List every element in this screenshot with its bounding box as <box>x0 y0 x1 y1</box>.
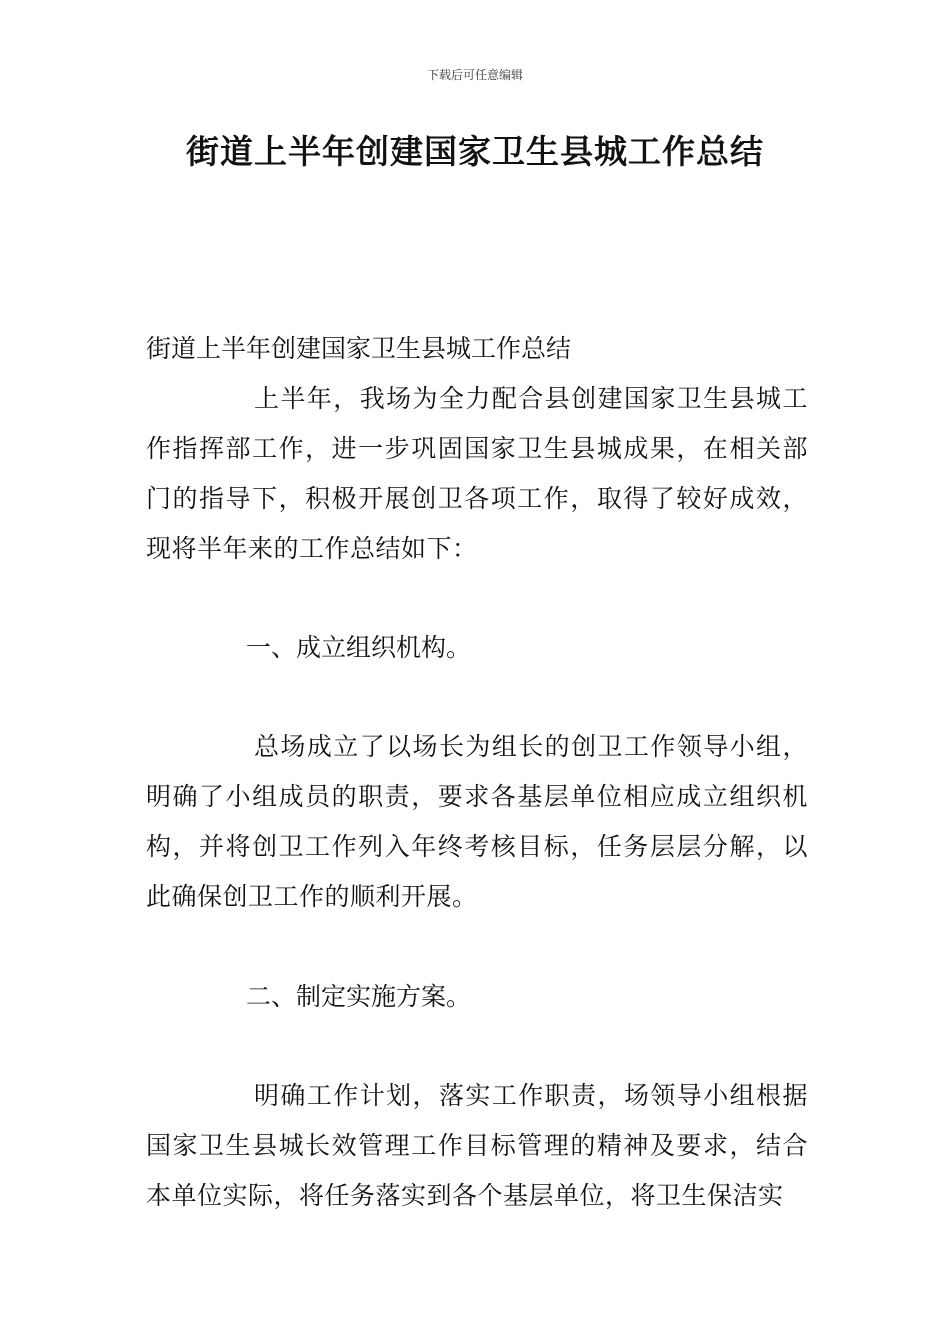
section-heading-1: 一、成立组织机构。 <box>246 633 472 662</box>
paragraph-intro-text: 上半年，我场为全力配合县创建国家卫生县城工作指挥部工作，进一步巩固国家卫生县城成果，在相关部门的指导下，积极开展创卫各项工作，取得了较好成效，现将半年来的工作总结如下： <box>146 384 808 563</box>
paragraph-organization <box>146 722 808 922</box>
paragraph-organization-text: 总场成立了以场长为组长的创卫工作领导小组，明确了小组成员的职责，要求各基层单位相应成立组织机构，并将创卫工作列入年终考核目标，任务层层分解，以此确保创卫工作的顺利开展。 <box>146 732 808 911</box>
paragraph-intro <box>146 374 808 574</box>
header-note: 下载后可任意编辑 <box>426 68 523 82</box>
paragraph-plan <box>146 1071 808 1221</box>
paragraph-plan-text: 明确工作计划，落实工作职责，场领导小组根据国家卫生县城长效管理工作目标管理的精神及要求，结合本单位实际，将任务落实到各个基层单位，将卫生保洁实 <box>146 1081 808 1210</box>
document-subtitle-line: 街道上半年创建国家卫生县城工作总结 <box>146 334 572 363</box>
document-title: 街道上半年创建国家卫生县城工作总结 <box>186 132 764 171</box>
section-heading-2: 二、制定实施方案。 <box>246 982 472 1011</box>
